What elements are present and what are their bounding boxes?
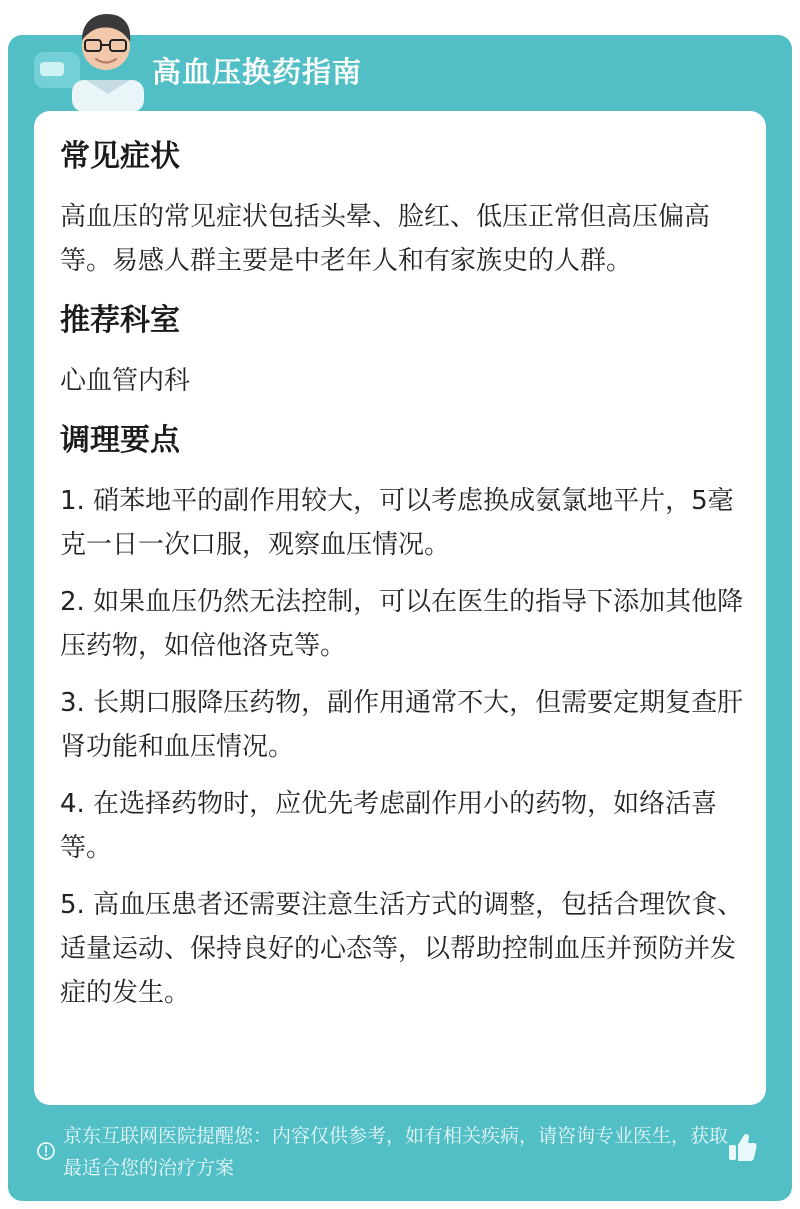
care-item-5: 5. 高血压患者还需要注意生活方式的调整，包括合理饮食、适量运动、保持良好的心态等，以帮助控制血压并预防并发症的发生。 — [60, 890, 744, 1008]
content-body — [60, 133, 750, 1028]
care-item-3: 3. 长期口服降压药物，副作用通常不大，但需要定期复查肝肾功能和血压情况。 — [60, 688, 744, 762]
symptoms-text: 高血压的常见症状包括头晕、脸红、低压正常但高压偏高等。易感人群主要是中老年人和有家族史的人群。 — [60, 202, 711, 276]
info-icon — [36, 1141, 56, 1161]
footer-text: 京东互联网医院提醒您：内容仅供参考，如有相关疾病，请咨询专业医生，获取最适合您的治疗方案 — [63, 1125, 729, 1179]
footer-notice — [36, 1120, 776, 1190]
page-title: 高血压换药指南 — [152, 55, 363, 89]
doctor-avatar — [28, 6, 158, 112]
content-card — [34, 111, 766, 1105]
department-text: 心血管内科 — [60, 366, 191, 396]
care-item-4: 4. 在选择药物时，应优先考虑副作用小的药物，如络活喜等。 — [60, 789, 718, 863]
section-title-department: 推荐科室 — [60, 303, 180, 338]
care-item-2: 2. 如果血压仍然无法控制，可以在医生的指导下添加其他降压药物，如倍他洛克等。 — [60, 587, 744, 661]
thumbs-up-icon[interactable] — [724, 1130, 760, 1166]
care-item-1: 1. 硝苯地平的副作用较大，可以考虑换成氨氯地平片，5毫克一日一次口服，观察血压情况。 — [60, 486, 734, 560]
section-title-symptoms: 常见症状 — [60, 139, 180, 174]
section-title-care: 调理要点 — [60, 423, 180, 458]
